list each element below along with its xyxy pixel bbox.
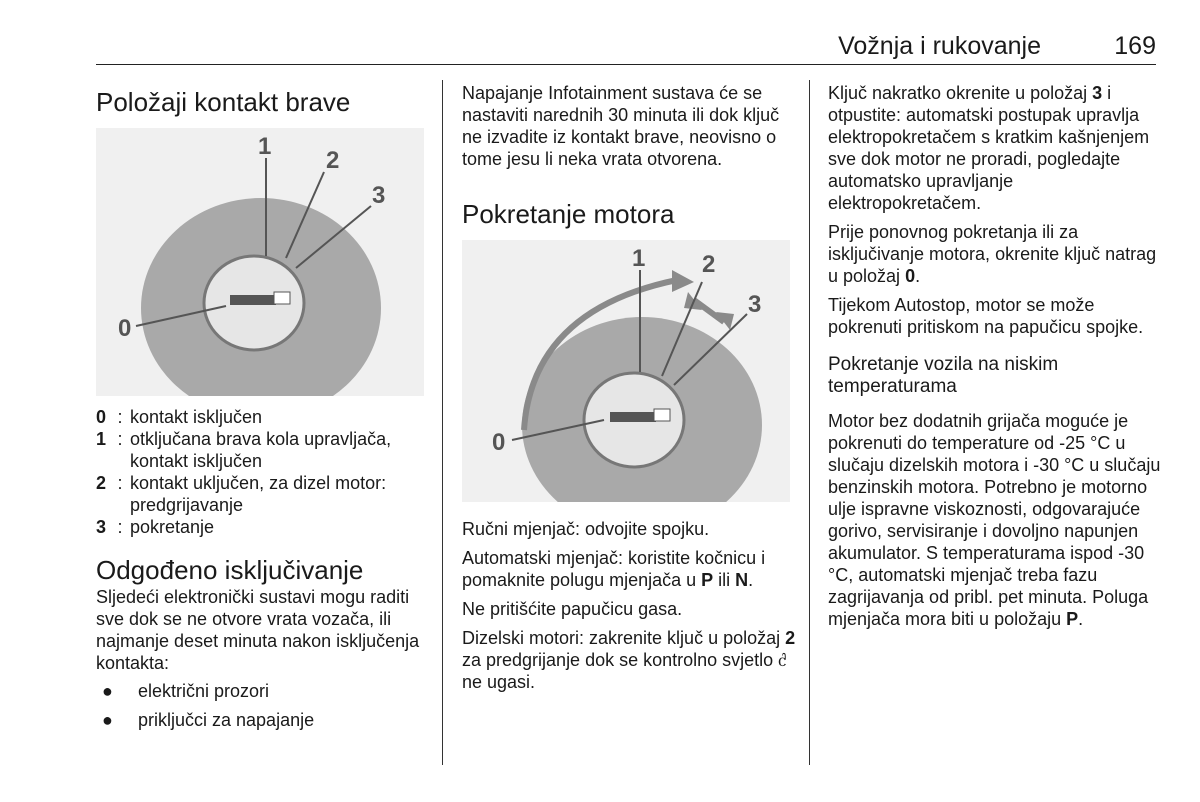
legend-text: kontakt isključen (130, 407, 263, 427)
engine-start-figure (462, 240, 790, 502)
legend-sep: : (117, 429, 123, 449)
page-header (96, 32, 1156, 65)
text-run: Prije ponovnog pokretanja ili za isključivanje motora, okrenite ključ natrag u položaj (828, 222, 1157, 286)
legend-sep: : (117, 407, 123, 427)
legend-key: 2 (96, 473, 107, 493)
bullet-icon: ● (102, 681, 113, 701)
text-run: Motor bez dodatnih grijača moguće je pokrenuti do temperature od -25 °C u slučaju dizelskih motora i -30 °C u slučaju benzinskih motora. Potrebno je motorno ulje ispravne viskoznosti, odgovarajuće gorivo, servisiranje i dovoljno napunjen akumulator. S temperaturama ispod -30 °C, automatski mjenjač treba fazu zagrijavanja od pribl. pet minuta. Poluga mjenjača mora biti u položaju (828, 411, 1161, 629)
figure-label-2: 2 (702, 251, 716, 278)
text-run: Automatski mjenjač: koristite kočnicu i pomaknite polugu mjenjača u (462, 548, 766, 590)
subheading-low-temperature: Pokretanje vozila na niskim temperaturama (828, 354, 1059, 397)
section-heading-ignition-positions: Položaji kontakt brave (96, 87, 351, 117)
bullet-icon: ● (102, 710, 113, 730)
list-item (96, 680, 436, 702)
delayed-off-paragraph: Sljedeći elektronički sustavi mogu raditi sve dok se ne otvore vrata vozača, ili najmanje deset minuta nakon isključenja kontakta: (96, 587, 420, 673)
position-3: 3 (1092, 83, 1103, 103)
infotainment-paragraph: Napajanje Infotainment sustava će se nastaviti narednih 30 minuta ili dok ključ ne izvadite iz kontakt brave, neovisno o tome jesu li neka vrata otvorena. (462, 83, 780, 169)
legend-sep: : (117, 473, 123, 493)
list-item-text: električni prozori (138, 681, 270, 701)
key-slot-end (274, 292, 290, 304)
autostop-paragraph: Tijekom Autostop, motor se može pokrenuti pritiskom na papučicu spojke. (828, 295, 1144, 337)
diesel-paragraph (462, 627, 797, 693)
legend-sep: : (117, 517, 123, 537)
automatic-gearbox-paragraph (462, 547, 797, 591)
legend-text: otključana brava kola upravljača, kontakt isključen (130, 429, 392, 471)
legend-item (96, 516, 436, 538)
column-3 (828, 82, 1163, 630)
figure-label-1: 1 (258, 133, 272, 160)
text-run: . (748, 570, 754, 590)
section-title: Vožnja i rukovanje (838, 32, 1041, 60)
list-item-text: priključci za napajanje (138, 710, 315, 730)
figure-label-0: 0 (492, 429, 506, 456)
gear-n: N (735, 570, 749, 590)
figure-label-0: 0 (118, 315, 132, 342)
legend-key: 3 (96, 517, 107, 537)
legend-item (96, 428, 436, 472)
figure-label-3: 3 (372, 182, 386, 209)
restart-paragraph (828, 221, 1163, 287)
figure-label-2: 2 (326, 147, 340, 174)
legend-item (96, 406, 436, 428)
key-slot-end (654, 409, 670, 421)
ignition-positions-figure (96, 128, 424, 396)
page-number: 169 (1114, 32, 1156, 60)
ignition-legend (96, 406, 436, 538)
legend-text: kontakt uključen, za dizel motor: predgrijavanje (130, 473, 387, 515)
key-slot (610, 412, 656, 422)
legend-item (96, 472, 436, 516)
column-2 (462, 82, 797, 693)
text-run: Ključ nakratko okrenite u položaj (828, 83, 1093, 103)
column-1 (96, 82, 436, 738)
text-run: za predgrijanje dok se kontrolno svjetlo (462, 650, 779, 670)
accelerator-paragraph: Ne pritišćite papučicu gasa. (462, 599, 683, 619)
rotation-arrowhead-icon (672, 270, 694, 292)
text-run: . (1078, 609, 1084, 629)
column-divider (442, 80, 443, 765)
gear-p: P (701, 570, 714, 590)
manual-gearbox-paragraph: Ručni mjenjač: odvojite spojku. (462, 519, 710, 539)
legend-text: pokretanje (130, 517, 215, 537)
text-run: Dizelski motori: zakrenite ključ u položaj (462, 628, 786, 648)
position-2: 2 (785, 628, 796, 648)
return-arrow-shaft (694, 300, 724, 322)
gear-p: P (1066, 609, 1079, 629)
glow-plug-icon: ᦺ (778, 650, 787, 670)
key-slot (230, 295, 276, 305)
section-heading-engine-start: Pokretanje motora (462, 199, 675, 229)
column-divider (809, 80, 810, 765)
bullet-list (96, 680, 436, 731)
legend-key: 1 (96, 429, 107, 449)
low-temperature-paragraph (828, 410, 1163, 630)
text-run: ne ugasi. (462, 672, 536, 692)
legend-key: 0 (96, 407, 107, 427)
section-heading-delayed-off: Odgođeno isključivanje (96, 555, 364, 585)
starter-paragraph (828, 82, 1163, 214)
position-0: 0 (905, 266, 916, 286)
text-run: . (915, 266, 921, 286)
list-item (96, 709, 436, 731)
figure-label-3: 3 (748, 291, 762, 318)
text-run: i otpustite: automatski postupak upravlja elektropokretačem s kratkim kašnjenjem sve dok motor ne proradi, pogledajte automatsko upravljanje elektropokretačem. (828, 83, 1150, 213)
figure-label-1: 1 (632, 245, 646, 272)
text-run: ili (713, 570, 736, 590)
